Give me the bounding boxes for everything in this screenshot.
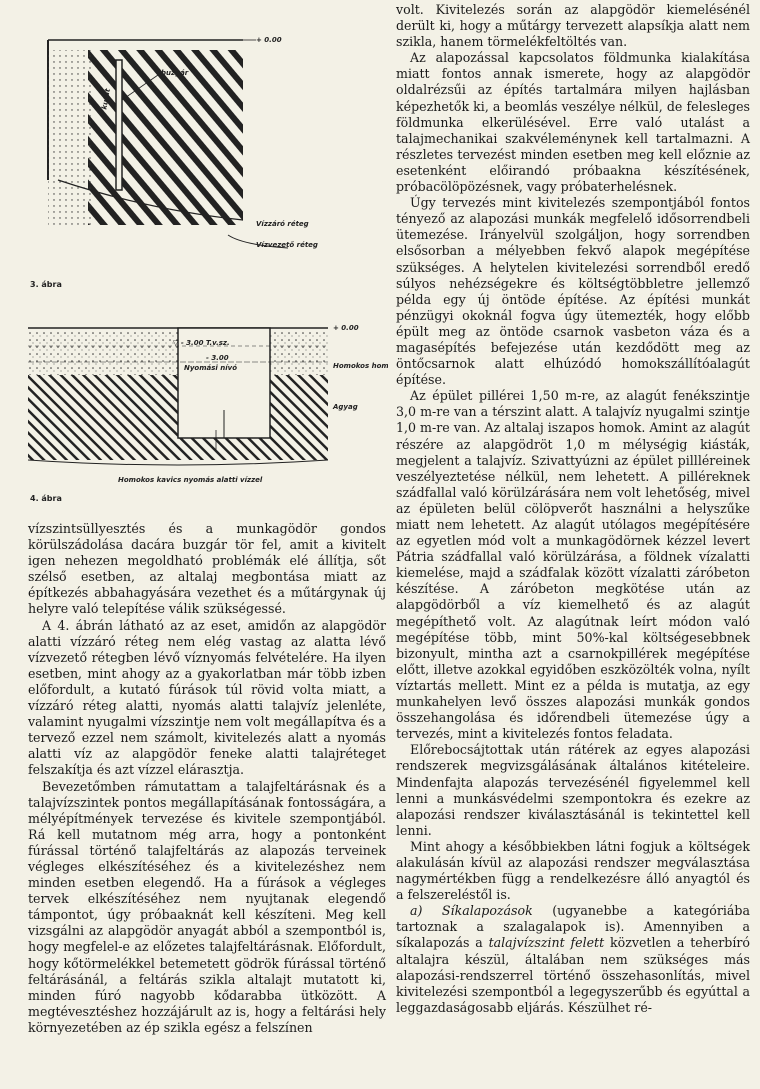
right-paragraph-2: Az alapozással kapcsolatos földmunka kialakítása miatt fontos annak ismerete, hogy az alapgödör oldalrézsűi az építés tartalmára milyen hajlásban képezhetők ki, a beomlás veszélye nélkül, de felesleges földmunka elkerülésével. Erre való utalást a talajmechanikai szakvéleménynek kell tartalmazni. A részletes tervezést minden esetben meg kell előznie az esetenként előirandó próbaakna készítésének, próbacölöpözésnek, vagy próbaterhelésnek. xyxy=(396,50,750,195)
figure-4-caption: 4. ábra xyxy=(30,494,62,503)
right-column-text xyxy=(396,2,750,1016)
right-paragraph-1: volt. Kivitelezés során az alapgödör kiemelésénél derült ki, hogy a műtárgy tervezett alapsíkja alatt nem szikla, hanem törmelékfeltöltés van. xyxy=(396,2,750,50)
fig4-homokos-label: Homokos homó xyxy=(333,362,388,370)
left-paragraph-2: A 4. ábrán látható az az eset, amidőn az alapgödör alatti vízzáró réteg nem elég vastag az alatta lévő vízvezető rétegben lévő víznyomás felvételére. Ha ilyen esetben, mint ahogy az a gyakorlatban már több izben előfordult, a kutató fúrások túl rövid volta miatt, a vízzáró réteg alatti, nyomás alatti talajvíz jelenléte, valamint nyugalmi vízszintje nem volt megállapítva és a tervező ezzel nem számolt, kivitelezés alatt a nyomás alatti víz az alapgödör feneke alatti talajréteget felszakítja és azt vízzel elárasztja. xyxy=(28,617,386,778)
fig3-top-level: + 0.00 xyxy=(256,36,282,44)
right-paragraph-5: Előrebocsájtottak után rátérek az egyes alapozási rendszerek megvizsgálásának általános kitételeire. Mindenfajta alapozás tervezésénél figyelemmel kell lenni a munkásvédelmi szempontokra és ezekre az alapozási rendszer kiválasztásánál is tekintettel kell lenni. xyxy=(396,742,750,838)
figure-3-drawing xyxy=(28,30,388,270)
left-paragraph-3: Bevezetőmben rámutattam a talajfeltárásnak és a talajvízszintek pontos megállapításának fontosságára, a mélyépítmények tervezése és kivitele szempontjából. Rá kell mutatnom még arra, hogy a pontonként fúrással történő talajfeltárás az alapozás terveinek végleges elkészítéséhez és a kivitelezéshez nem minden esetben elegendő. Ha a fúrások a végleges tervek elkészítéséhez nem nyujtanak elegendő támpontot, úgy próbaaknát kell készíteni. Meg kell vizsgálni az alapgödör anyagát abból a szempontból is, hogy megfelel-e az előzetes talajfeltárásnak. Előfordult, hogy kőtörmelékkel betemetett gödrök fúrással történő feltárásánál, a feltárás szikla altalajt mutatott ki, minden fúró nagyobb kődarabba ütközött. A megtévesztéshez hozzájárult az is, hogy a feltárási hely környezetében az ép szikla egész a felszínen xyxy=(28,778,386,1035)
figure-4 xyxy=(28,310,388,490)
right-paragraph-7 xyxy=(396,903,750,1016)
figure-3-caption: 3. ábra xyxy=(30,280,62,289)
fig3-vizzaro-label: Vízzáró réteg xyxy=(256,220,309,228)
fig3-kutat-label: kutat xyxy=(100,88,112,111)
fig4-press-level: - 3.00 xyxy=(206,354,229,362)
section-marker: a) xyxy=(410,903,423,919)
fig4-bottom-label: Homokos kavics nyomás alatti vízzel xyxy=(118,476,263,484)
section-term-2: talajvízszint felett xyxy=(488,935,605,951)
section-term: Síkalapozások xyxy=(441,903,533,919)
right-paragraph-3: Úgy tervezés mint kivitelezés szempontjából fontos tényező az alapozási munkák megfelelő idősorrendbeli ütemezése. Irányelvül szolgáljon, hogy sorrendben elsősorban a mélyebben fekvő alapok megépítése szükséges. A helytelen kivitelezési sorrendből eredő súlyos nehézségekre és költségtöbbletre jellemző példa egy új öntöde építése. Az építési munkát pénzügyi okoknál fogva úgy ütemezték, hogy előbb épült meg az öntöde csarnok vasbeton váza és a magasépítés befejezése után kezdődött meg az öntőcsarnok alatt elhúzódó homokszállítóalagút építése. xyxy=(396,195,750,388)
fig3-buzgar-label: buzgár xyxy=(161,69,189,77)
left-paragraph-1: vízszintsüllyesztés és a munkagödör gondos körülszádolása dacára buzgár tör fel, amit a kivitelt igen nehezen megoldható problémák elé állítja, sőt szélső esetben, az altalaj megbontása miatt az építkezés abbahagyására vezethet és a műtárgynak új helyre való telepítése válik szükségessé. xyxy=(28,521,386,617)
fig3-vizvezeto-label: Vízvezető réteg xyxy=(256,241,318,249)
right-paragraph-4: Az épület pillérei 1,50 m-re, az alagút fenékszintje 3,0 m-re van a térszint alatt. A talajvíz nyugalmi szintje 1,0 m-re van. Az altalaj iszapos homok. Amint az alagút részére az alapgödröt 1,0 m mélységig kiásták, megjelent a talajvíz. Szivattyúzni az épület pillléreinek veszélyeztetése nélkül, nem lehetett. A pilléreknek szádfallal való körülzárására nem volt lehetőség, mivel az épületen belül cölöpverőt használni a helyszűke miatt nem lehetett. Az alagút utólagos megépítésére az egyetlen mód volt a munkagödörnek kézzel levert Pátria szádfallal való körülzárása, a földnek vízalatti kiemelése, majd a szádfalak között vízalatti záróbeton készítése. A záróbeton megkötése után az alapgödörből a víz kiemelhető és az alagút megépíthető volt. Az alagútnak leírt módon való megépítése több, mint 50%-kal költségesebbnek bizonyult, mintha azt a csarnokpillérek megépítése előtt, illetve azokkal egyidőben eszközölték volna, nyílt víztartás mellett. Mint ez a példa is mutatja, az egy munkahelyen levő összes alapozási munkák gondos összehangolása és időrendbeli ütemezése úgy a tervezés, mint a kivitelezés fontos feladata. xyxy=(396,388,750,742)
figure-4-drawing xyxy=(28,310,388,490)
left-column-text xyxy=(28,521,386,1036)
section-text-2: közvetlen a teherbíró altalajra készül, általában nem szükséges más alapozási-rendszerrel történő összehasonlítás, mivel kivitelezési szempontból a legegyszerűbb és egyúttal a leggazdaságosabb eljárás. Készülhet ré- xyxy=(396,935,750,1015)
fig4-press-name: Nyomási nívó xyxy=(184,364,238,372)
figure-3 xyxy=(28,30,388,270)
fig4-gw-level: ▽ - 3.00 T.v.sz. xyxy=(173,339,230,347)
section-text-1: (ugyanebbe a kategóriába tartoznak a szalagalapok is). Amennyiben a síkalapozás a xyxy=(396,903,750,951)
fig4-agyag-label: Agyag xyxy=(333,403,358,411)
fig4-top-level: + 0.00 xyxy=(333,324,359,332)
right-paragraph-6: Mint ahogy a későbbiekben látni fogjuk a költségek alakulásán kívül az alapozási rendszer megválasztása nagymértékben függ a rendelkezésre álló anyagtól és a felszereléstől is. xyxy=(396,838,750,903)
